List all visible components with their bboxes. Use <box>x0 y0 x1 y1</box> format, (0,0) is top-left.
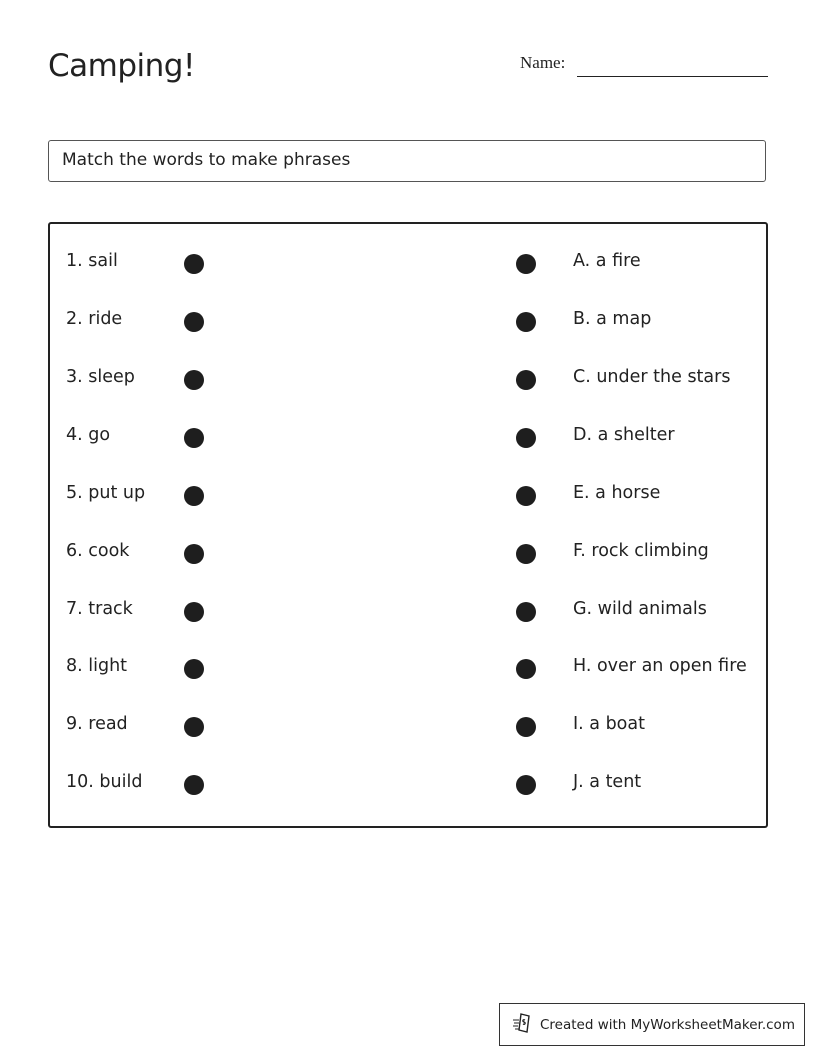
left-item-label: 6. cook <box>66 541 130 561</box>
right-match-dot[interactable] <box>516 602 536 622</box>
match-row <box>50 596 766 626</box>
left-match-dot[interactable] <box>184 428 204 448</box>
footer-credit[interactable] <box>499 1003 805 1046</box>
match-row <box>50 364 766 394</box>
left-match-dot[interactable] <box>184 602 204 622</box>
match-row <box>50 769 766 799</box>
right-item-label: J. a tent <box>573 772 642 792</box>
left-item-label: 8. light <box>66 656 128 676</box>
left-item-label: 5. put up <box>66 483 146 503</box>
match-row <box>50 711 766 741</box>
right-item-label: C. under the stars <box>573 367 731 387</box>
right-item-label: D. a shelter <box>573 425 675 445</box>
match-row <box>50 422 766 452</box>
footer-credit-text: Created with MyWorksheetMaker.com <box>540 1016 795 1033</box>
right-match-dot[interactable] <box>516 312 536 332</box>
right-item-label: F. rock climbing <box>573 541 709 561</box>
match-row <box>50 538 766 568</box>
left-match-dot[interactable] <box>184 312 204 332</box>
right-match-dot[interactable] <box>516 486 536 506</box>
left-item-label: 10. build <box>66 772 143 792</box>
name-blank-line <box>577 76 768 77</box>
right-match-dot[interactable] <box>516 254 536 274</box>
left-item-label: 3. sleep <box>66 367 135 387</box>
match-row <box>50 480 766 510</box>
match-row <box>50 248 766 278</box>
left-match-dot[interactable] <box>184 370 204 390</box>
left-match-dot[interactable] <box>184 544 204 564</box>
instructions-text: Match the words to make phrases <box>62 150 351 170</box>
left-match-dot[interactable] <box>184 717 204 737</box>
left-item-label: 9. read <box>66 714 128 734</box>
left-item-label: 7. track <box>66 599 133 619</box>
right-match-dot[interactable] <box>516 775 536 795</box>
worksheet-title: Camping! <box>48 48 195 84</box>
name-label: Name: <box>520 53 566 72</box>
left-item-label: 4. go <box>66 425 111 445</box>
worksheet-maker-logo-icon <box>512 1012 540 1038</box>
matching-box <box>48 222 768 828</box>
left-match-dot[interactable] <box>184 775 204 795</box>
right-item-label: H. over an open fire <box>573 656 747 676</box>
right-match-dot[interactable] <box>516 717 536 737</box>
right-match-dot[interactable] <box>516 370 536 390</box>
right-match-dot[interactable] <box>516 544 536 564</box>
right-item-label: G. wild animals <box>573 599 707 619</box>
name-field <box>520 53 768 79</box>
left-match-dot[interactable] <box>184 486 204 506</box>
right-match-dot[interactable] <box>516 659 536 679</box>
left-match-dot[interactable] <box>184 659 204 679</box>
left-item-label: 2. ride <box>66 309 123 329</box>
match-row <box>50 653 766 683</box>
instructions-box <box>48 140 766 182</box>
left-item-label: 1. sail <box>66 251 118 271</box>
match-row <box>50 306 766 336</box>
right-item-label: B. a map <box>573 309 652 329</box>
right-item-label: A. a fire <box>573 251 641 271</box>
right-match-dot[interactable] <box>516 428 536 448</box>
right-item-label: E. a horse <box>573 483 661 503</box>
left-match-dot[interactable] <box>184 254 204 274</box>
right-item-label: I. a boat <box>573 714 645 734</box>
